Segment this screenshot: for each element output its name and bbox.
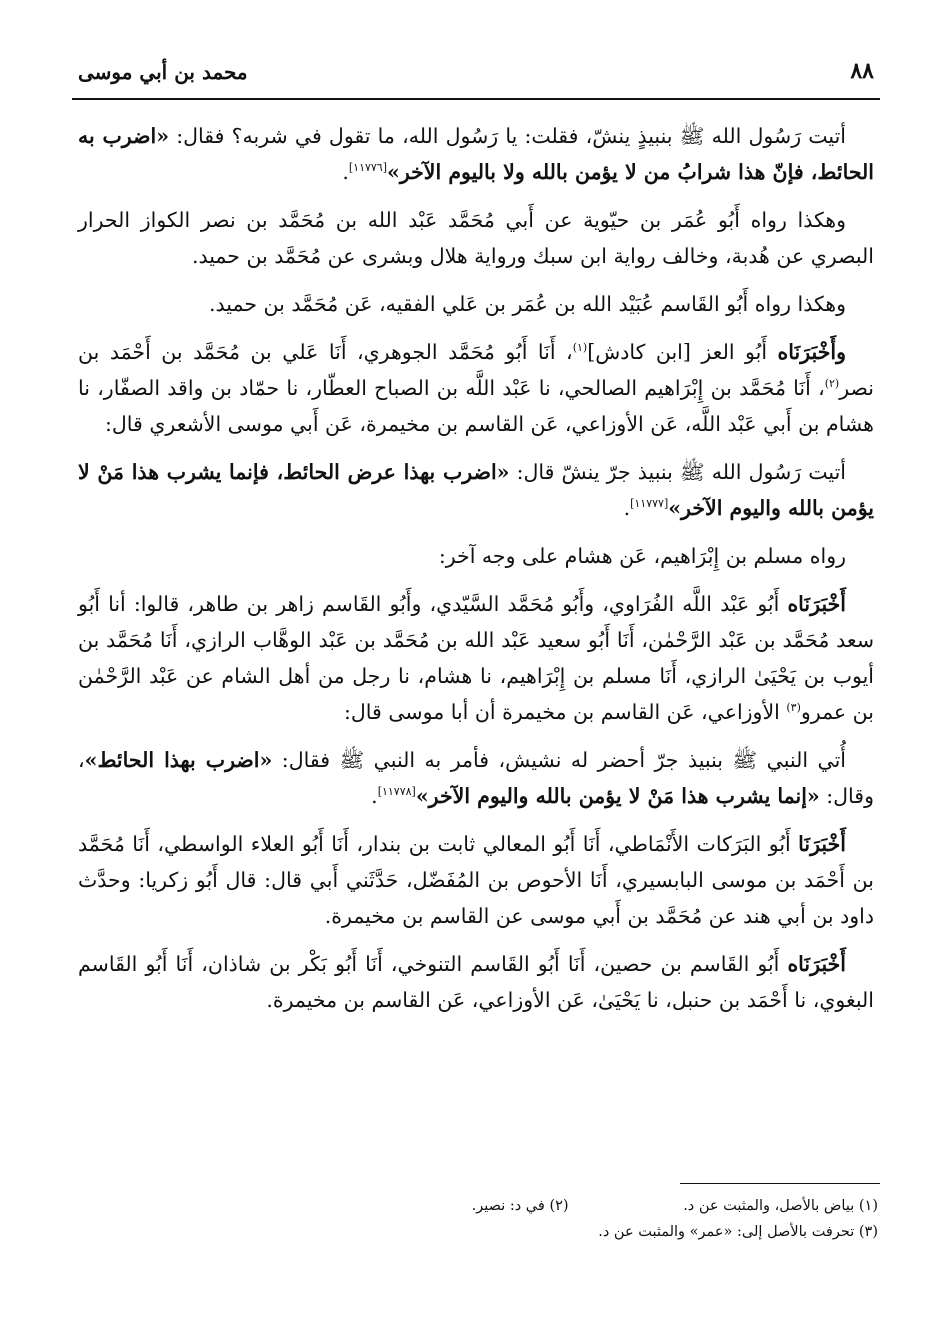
body-text — [78, 118, 874, 1030]
bold-text: «اضرب بهذا الحائط» — [84, 748, 273, 772]
reference-marker: [١١٧٧٨] — [377, 785, 416, 799]
paragraph — [78, 202, 874, 274]
footnote-3: (٣) تحرفت بالأصل إلى: «عمر» والمثبت عن د. — [598, 1224, 878, 1240]
bold-text: أَخْبَرَنَا — [798, 832, 846, 856]
text-run: وهكذا رواه أَبُو عُمَر بن حيّوية عن أَبي مُحَمَّد عَبْد الله بن مُحَمَّد بن نصر الكواز الحرار البصري عن هُدبة، وخالف رواية ابن سبك ورواية هلال وبشرى عن مُحَمَّد بن حميد. — [78, 208, 874, 268]
paragraph — [78, 286, 874, 322]
paragraph — [78, 118, 874, 190]
paragraph — [78, 742, 874, 814]
bold-text: وأَخْبَرَنَاه — [777, 340, 846, 364]
reference-marker: (٢) — [824, 377, 840, 391]
text-run: أَبُو العز [ابن كادش] — [587, 340, 778, 364]
text-run: . — [623, 496, 631, 520]
paragraph — [78, 334, 874, 442]
text-run: ، أَنَا مُحَمَّد بن إِبْرَاهيم الصالحي، نا عَبْد اللَّه بن الصباح العطّار، نا حمّاد بن واقد الصفّار، نا هشام بن أَبي عَبْد اللَّه، عَن الأوزاعي، عَن القاسم بن مخيمرة، عَن أَبي موسى الأشعري قال: — [78, 376, 874, 436]
page-number: ٨٨ — [850, 58, 874, 84]
reference-marker: [١١٧٧٧] — [630, 497, 669, 511]
bold-text: «إنما يشرب هذا مَنْ لا يؤمن بالله واليوم الآخر» — [415, 784, 820, 808]
text-run: ، وقال: — [78, 748, 874, 808]
text-run: أَبُو القَاسم بن حصين، أَنَا أَبُو القَاسم التنوخي، أَنَا أَبُو بَكْر بن شاذان، أَنَا أَبُو القَاسم البغوي، نا أَحْمَد بن حنبل، نا يَحْيَىٰ، عَن الأوزاعي، عَن القاسم بن مخيمرة. — [78, 952, 874, 1012]
text-run: الأوزاعي، عَن القاسم بن مخيمرة أن أبا موسى قال: — [343, 700, 787, 724]
text-run: أتيت رَسُول الله ﷺ بنبيذٍ ينشّ، فقلت: يا رَسُول الله، ما تقول في شربه؟ فقال: — [169, 124, 846, 148]
footnote-1: (١) بياض بالأصل، والمثبت عن د. — [683, 1198, 878, 1214]
paragraph — [78, 538, 874, 574]
page-header — [72, 50, 880, 100]
bold-text: «اضرب بهذا عرض الحائط، فإنما يشرب هذا مَنْ لا يؤمن بالله واليوم الآخر» — [78, 460, 874, 520]
bold-text: «اضرب به الحائط، فإنّ هذا شرابُ من لا يؤمن بالله ولا باليوم الآخر» — [78, 124, 874, 184]
text-run: ، أَنَا أَبُو مُحَمَّد الجوهري، أَنَا عَلي بن مُحَمَّد بن أَحْمَد بن نصر — [78, 340, 874, 400]
paragraph — [78, 586, 874, 730]
text-run: أَبُو البَرَكات الأَنْمَاطي، أَنَا أَبُو المعالي ثابت بن بندار، أَنَا أَبُو العلاء الواسطي، أَنَا مُحَمَّد بن أَحْمَد بن موسى البابسيري، أَنَا الأحوص بن المُفَضّل، حَدَّثَني أَبي قال: قال أَبُو زكريا: وحدَّث داود بن أبي هند عن مُحَمَّد بن أَبي موسى عن القاسم بن مخيمرة. — [78, 832, 874, 928]
reference-marker: (١) — [572, 341, 588, 355]
paragraph — [78, 826, 874, 934]
reference-marker: (٣) — [786, 701, 801, 715]
bold-text: أَخْبَرَنَاه — [787, 592, 846, 616]
text-run: . — [342, 160, 349, 184]
footnote-2: (٢) في د: نصير. — [471, 1198, 569, 1214]
paragraph — [78, 946, 874, 1018]
bold-text: أَخْبَرَنَاه — [787, 952, 846, 976]
footnote-row — [80, 1193, 878, 1219]
text-run: أَبُو عَبْد اللَّه الفُرَاوي، وأَبُو مُحَمَّد السَّيّدي، وأَبُو القَاسم زاهر بن طاهر، قالوا: أنا أَبُو سعد مُحَمَّد بن عَبْد الرَّحْمٰن، أَنَا أَبُو سعيد عَبْد الله بن مُحَمَّد بن عَبْد الوهَّاب الرازي، أَنَا مُحَمَّد بن أيوب بن يَحْيَىٰ الرازي، أَنَا مسلم بن إِبْرَاهيم، نا هشام، نا رجل من أهل الشام عن عَبْد الرَّحْمٰن بن عمرو — [78, 592, 874, 724]
text-run: أتيت رَسُول الله ﷺ بنبيذ جرّ ينشّ قال: — [509, 460, 846, 484]
footnote-row — [80, 1219, 878, 1245]
text-run: رواه مسلم بن إِبْرَاهيم، عَن هشام على وجه آخر: — [438, 544, 846, 568]
text-run: أُتي النبي ﷺ بنبيذ جرّ أحضر له نشيش، فأمر به النبي ﷺ فقال: — [272, 748, 846, 772]
text-run: . — [371, 784, 378, 808]
paragraph — [78, 454, 874, 526]
footnote-rule — [680, 1183, 880, 1184]
running-title: محمد بن أبي موسى — [78, 60, 248, 84]
footnotes — [80, 1193, 878, 1245]
reference-marker: [١١٧٧٦] — [348, 161, 387, 175]
text-run: وهكذا رواه أَبُو القَاسم عُبَيْد الله بن عُمَر بن عَلي الفقيه، عَن مُحَمَّد بن حميد. — [209, 292, 846, 316]
